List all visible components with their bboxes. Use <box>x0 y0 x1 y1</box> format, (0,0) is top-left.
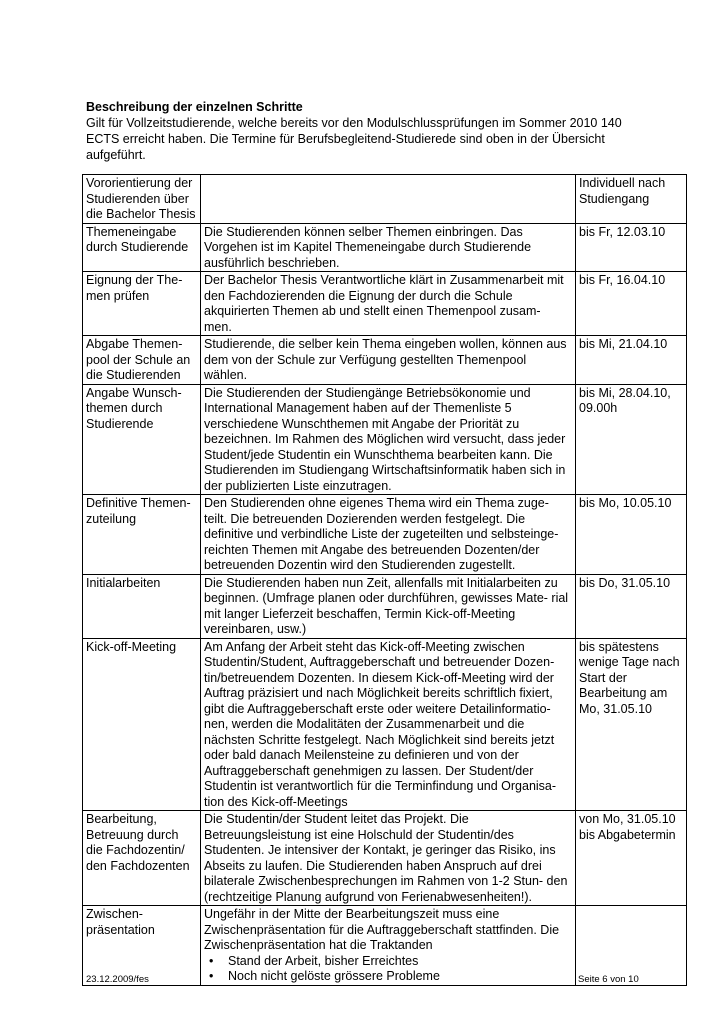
step-description: Der Bachelor Thesis Verantwortliche klärt in Zusammenarbeit mit den Fachdozierenden die Eignung der durch die Schule akquirierten Themen ab und stellt einen Themenpool zusam- men. <box>201 272 576 336</box>
table-row <box>83 175 687 224</box>
step-description: Die Studentin/der Student leitet das Projekt. Die Betreuungsleistung ist eine Holschuld der Studentin/des Studenten. Je intensiver der Kontakt, je geringer das Risiko, ins Abseits zu laufen. Die Studierenden haben Anspruch auf drei bilaterale Zwischenbesprechungen im Rahmen von 1-2 Stun- den (rechtzeitige Planung aufgrund von Ferienabwesenheiten!). <box>201 811 576 906</box>
step-description <box>201 906 576 986</box>
table-row <box>83 272 687 336</box>
step-description: Studierende, die selber kein Thema eingeben wollen, können aus dem von der Schule zur Verfügung gestellten Themenpool wählen. <box>201 336 576 385</box>
table-row <box>83 384 687 495</box>
step-deadline: bis Fr, 16.04.10 <box>576 272 687 336</box>
step-deadline: von Mo, 31.05.10 bis Abgabetermin <box>576 811 687 906</box>
table-row <box>83 638 687 811</box>
step-deadline: bis Fr, 12.03.10 <box>576 223 687 272</box>
step-deadline: bis spätestens wenige Tage nach Start der Bearbeitung am Mo, 31.05.10 <box>576 638 687 811</box>
footer-page-number: Seite 6 von 10 <box>578 974 639 985</box>
step-name: Definitive Themen- zuteilung <box>83 495 201 575</box>
step-description: Den Studierenden ohne eigenes Thema wird ein Thema zuge- teilt. Die betreuenden Dozierenden werden festgelegt. Die definitive und verbindliche Liste der zugeteilten und selbsteinge- reichten Themen mit Angabe des betreuenden Dozenten/der betreuenden Dozentin wird den Studierenden zugestellt. <box>201 495 576 575</box>
step-name: Kick-off-Meeting <box>83 638 201 811</box>
step-name: Angabe Wunsch- themen durch Studierende <box>83 384 201 495</box>
table-row <box>83 495 687 575</box>
step-description: Die Studierenden der Studiengänge Betriebsökonomie und International Management haben auf der Themenliste 5 verschiedene Wunschthemen mit Angabe der Priorität zu bezeichnen. Im Rahmen des Möglichen wird versucht, dass jeder Student/jede Studentin ein Wunschthema bearbeiten kann. Die Studierenden im Studiengang Wirtschaftsinformatik haben sich in der publizierten Liste einzutragen. <box>201 384 576 495</box>
table-row <box>83 223 687 272</box>
steps-table <box>82 174 687 986</box>
step-deadline: bis Do, 31.05.10 <box>576 574 687 638</box>
section-heading: Beschreibung der einzelnen Schritte <box>86 100 303 114</box>
step-name: Zwischen- präsentation <box>83 906 201 986</box>
step-description: Die Studierenden können selber Themen einbringen. Das Vorgehen ist im Kapitel Themeneingabe durch Studierende ausführlich beschrieben. <box>201 223 576 272</box>
section-intro: Gilt für Vollzeitstudierende, welche bereits vor den Modulschlussprüfungen im Sommer 2010 140 ECTS erreicht haben. Die Termine für Berufsbegleitend-Studierede sind oben in der Übersicht aufgeführt. <box>86 116 622 162</box>
table-row <box>83 574 687 638</box>
list-item: • Stand der Arbeit, bisher Erreichtes <box>204 954 571 970</box>
step-deadline: bis Mi, 28.04.10, 09.00h <box>576 384 687 495</box>
step-description <box>201 175 576 224</box>
step-name: Initialarbeiten <box>83 574 201 638</box>
table-row <box>83 811 687 906</box>
step-name: Themeneingabe durch Studierende <box>83 223 201 272</box>
step-name: Eignung der The- men prüfen <box>83 272 201 336</box>
agenda-list <box>204 954 571 985</box>
step-deadline: Individuell nach Studiengang <box>576 175 687 224</box>
step-deadline: bis Mo, 10.05.10 <box>576 495 687 575</box>
step-description: Die Studierenden haben nun Zeit, allenfalls mit Initialarbeiten zu beginnen. (Umfrage planen oder durchführen, gewisses Mate- rial mit langer Lieferzeit beschaffen, Termin Kick-off-Meeting vereinbaren, usw.) <box>201 574 576 638</box>
step-name: Abgabe Themen- pool der Schule an die Studierenden <box>83 336 201 385</box>
step-deadline: bis Mi, 21.04.10 <box>576 336 687 385</box>
step-description: Am Anfang der Arbeit steht das Kick-off-Meeting zwischen Studentin/Student, Auftraggeberschaft und betreuender Dozen- tin/betreuendem Dozenten. In diesem Kick-off-Meeting wird der Auftrag präzisiert und nach Möglichkeit bereits schriftlich fixiert, gibt die Auftraggeberschaft erste oder weitere Detailinformatio- nen, werden die Modalitäten der Zusammenarbeit und die nächsten Schritte festgelegt. Nach Möglichkeit sind bereits jetzt oder bald danach Meilensteine zu definieren und von der Auftraggeberschaft genehmigen zu lassen. Der Student/der Studentin ist verantwortlich für die Terminfindung und Organisa- tion des Kick-off-Meetings <box>201 638 576 811</box>
list-item: • Noch nicht gelöste grössere Probleme <box>204 969 571 985</box>
table-row <box>83 336 687 385</box>
footer-date: 23.12.2009/fes <box>86 974 149 985</box>
step-name: Bearbeitung, Betreuung durch die Fachdozentin/ den Fachdozenten <box>83 811 201 906</box>
step-name: Vororientierung der Studierenden über die Bachelor Thesis <box>83 175 201 224</box>
step-description-text: Ungefähr in der Mitte der Bearbeitungszeit muss eine Zwischenpräsentation für die Auftraggeberschaft stattfinden. Die Zwischenpräsentation hat die Traktanden <box>204 907 560 952</box>
